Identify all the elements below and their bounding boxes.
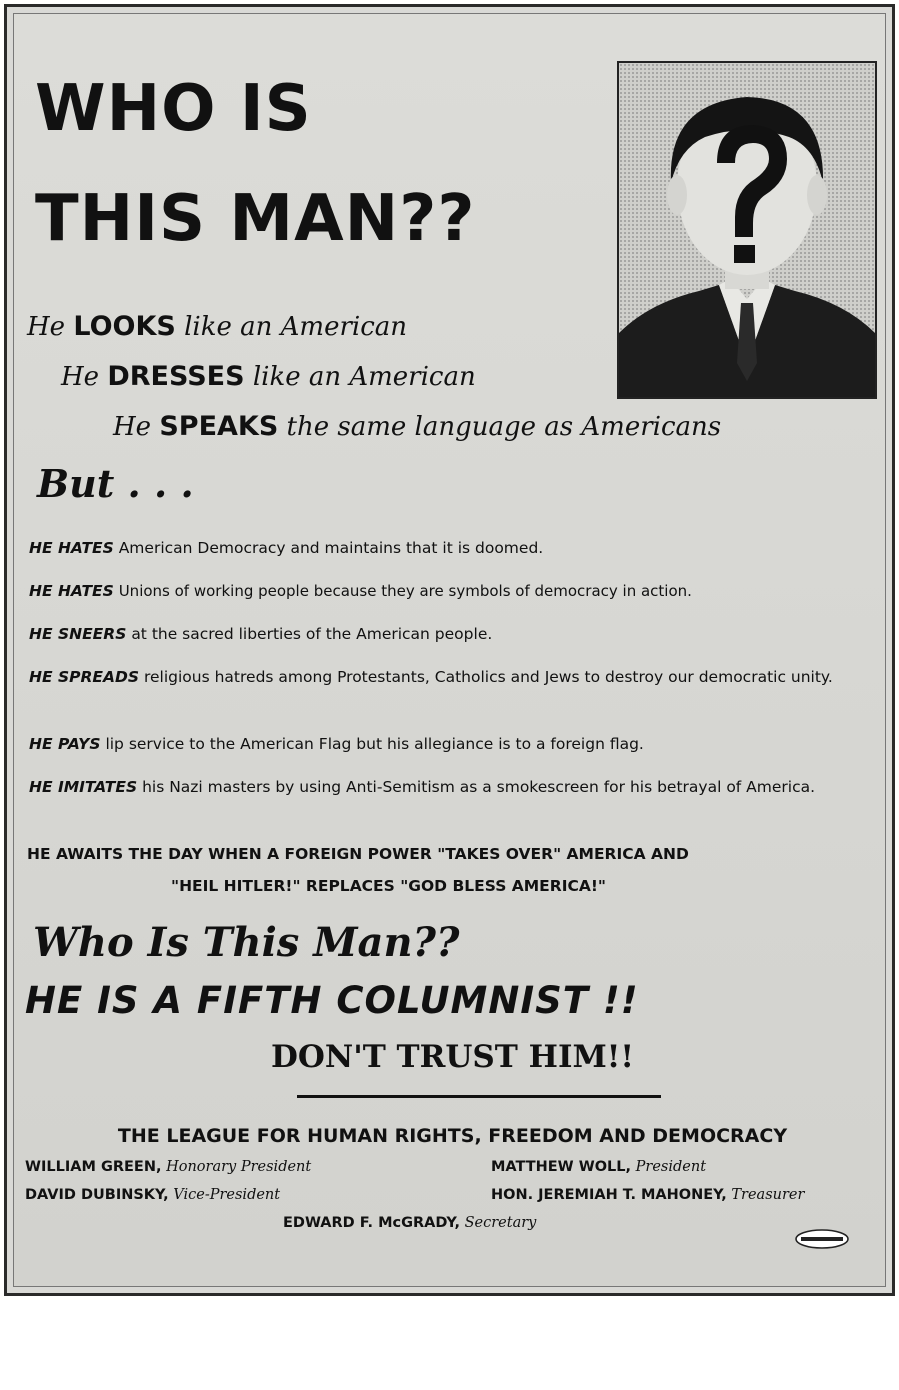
claim-label: HE SNEERS <box>29 625 127 643</box>
officer-role: Treasurer <box>731 1187 805 1203</box>
union-label-icon <box>795 1229 849 1253</box>
portrait-photo <box>617 61 877 399</box>
claim-3 <box>29 623 879 645</box>
claim-text: religious hatreds among Protestants, Catholics and Jews to destroy our democratic unity. <box>143 668 833 686</box>
headline-line-2: THIS MAN?? <box>35 182 476 256</box>
claim-label: HE HATES <box>29 539 114 557</box>
officer-5 <box>283 1215 536 1231</box>
answer-heading: HE IS A FIFTH COLUMNIST !! <box>25 979 639 1022</box>
dresses-keyword: DRESSES <box>107 361 245 392</box>
awaits-line-1: HE AWAITS THE DAY WHEN A FOREIGN POWER "TAKES OVER" AMERICA AND <box>27 845 689 863</box>
officer-name: MATTHEW WOLL, <box>491 1159 632 1175</box>
looks-keyword: LOOKS <box>73 311 176 342</box>
looks-he: He <box>27 312 66 342</box>
officer-4 <box>491 1187 804 1203</box>
headline-line-1: WHO IS <box>35 72 312 146</box>
officer-3 <box>25 1187 280 1203</box>
claim-text: his Nazi masters by using Anti-Semitism as a smokescreen for his betrayal of America. <box>142 778 816 796</box>
officer-role: Honorary President <box>166 1159 312 1175</box>
awaits-line-2: "HEIL HITLER!" REPLACES "GOD BLESS AMERICA!" <box>171 877 606 895</box>
claim-text: lip service to the American Flag but his allegiance is to a foreign flag. <box>105 735 644 753</box>
officer-2 <box>491 1159 706 1175</box>
officer-name: WILLIAM GREEN, <box>25 1159 162 1175</box>
officer-role: Vice-President <box>173 1187 281 1203</box>
claim-4 <box>29 666 859 688</box>
claim-1 <box>29 537 879 559</box>
question-mark-silhouette-icon <box>619 63 875 397</box>
warning-heading: DON'T TRUST HIM!! <box>270 1039 634 1075</box>
question-heading: Who Is This Man?? <box>33 919 460 966</box>
dresses-rest: like an American <box>252 362 476 392</box>
claim-2 <box>29 580 889 602</box>
officer-name: EDWARD F. McGRADY, <box>283 1215 460 1231</box>
claim-text: American Democracy and maintains that it is doomed. <box>118 539 544 557</box>
claim-label: HE IMITATES <box>29 778 138 796</box>
league-name: THE LEAGUE FOR HUMAN RIGHTS, FREEDOM AND DEMOCRACY <box>117 1125 788 1147</box>
officer-name: DAVID DUBINSKY, <box>25 1187 169 1203</box>
claim-text: Unions of working people because they are symbols of democracy in action. <box>118 582 692 600</box>
looks-line <box>27 311 407 342</box>
officer-role: President <box>635 1159 707 1175</box>
divider-rule <box>297 1095 661 1098</box>
claim-label: HE SPREADS <box>29 668 140 686</box>
looks-rest: like an American <box>184 312 408 342</box>
officer-1 <box>25 1159 311 1175</box>
claim-5 <box>29 733 879 755</box>
claim-label: HE PAYS <box>29 735 101 753</box>
speaks-he: He <box>113 412 152 442</box>
claim-text: at the sacred liberties of the American people. <box>131 625 493 643</box>
but-heading: But . . . <box>37 461 194 506</box>
speaks-rest: the same language as Americans <box>286 412 722 442</box>
poster <box>4 4 895 1296</box>
officer-name: HON. JEREMIAH T. MAHONEY, <box>491 1187 727 1203</box>
dresses-he: He <box>61 362 100 392</box>
dresses-line <box>61 361 476 392</box>
officer-role: Secretary <box>464 1215 537 1231</box>
claim-6 <box>29 776 859 798</box>
speaks-keyword: SPEAKS <box>159 411 279 442</box>
claim-label: HE HATES <box>29 582 114 600</box>
speaks-line <box>113 411 721 442</box>
